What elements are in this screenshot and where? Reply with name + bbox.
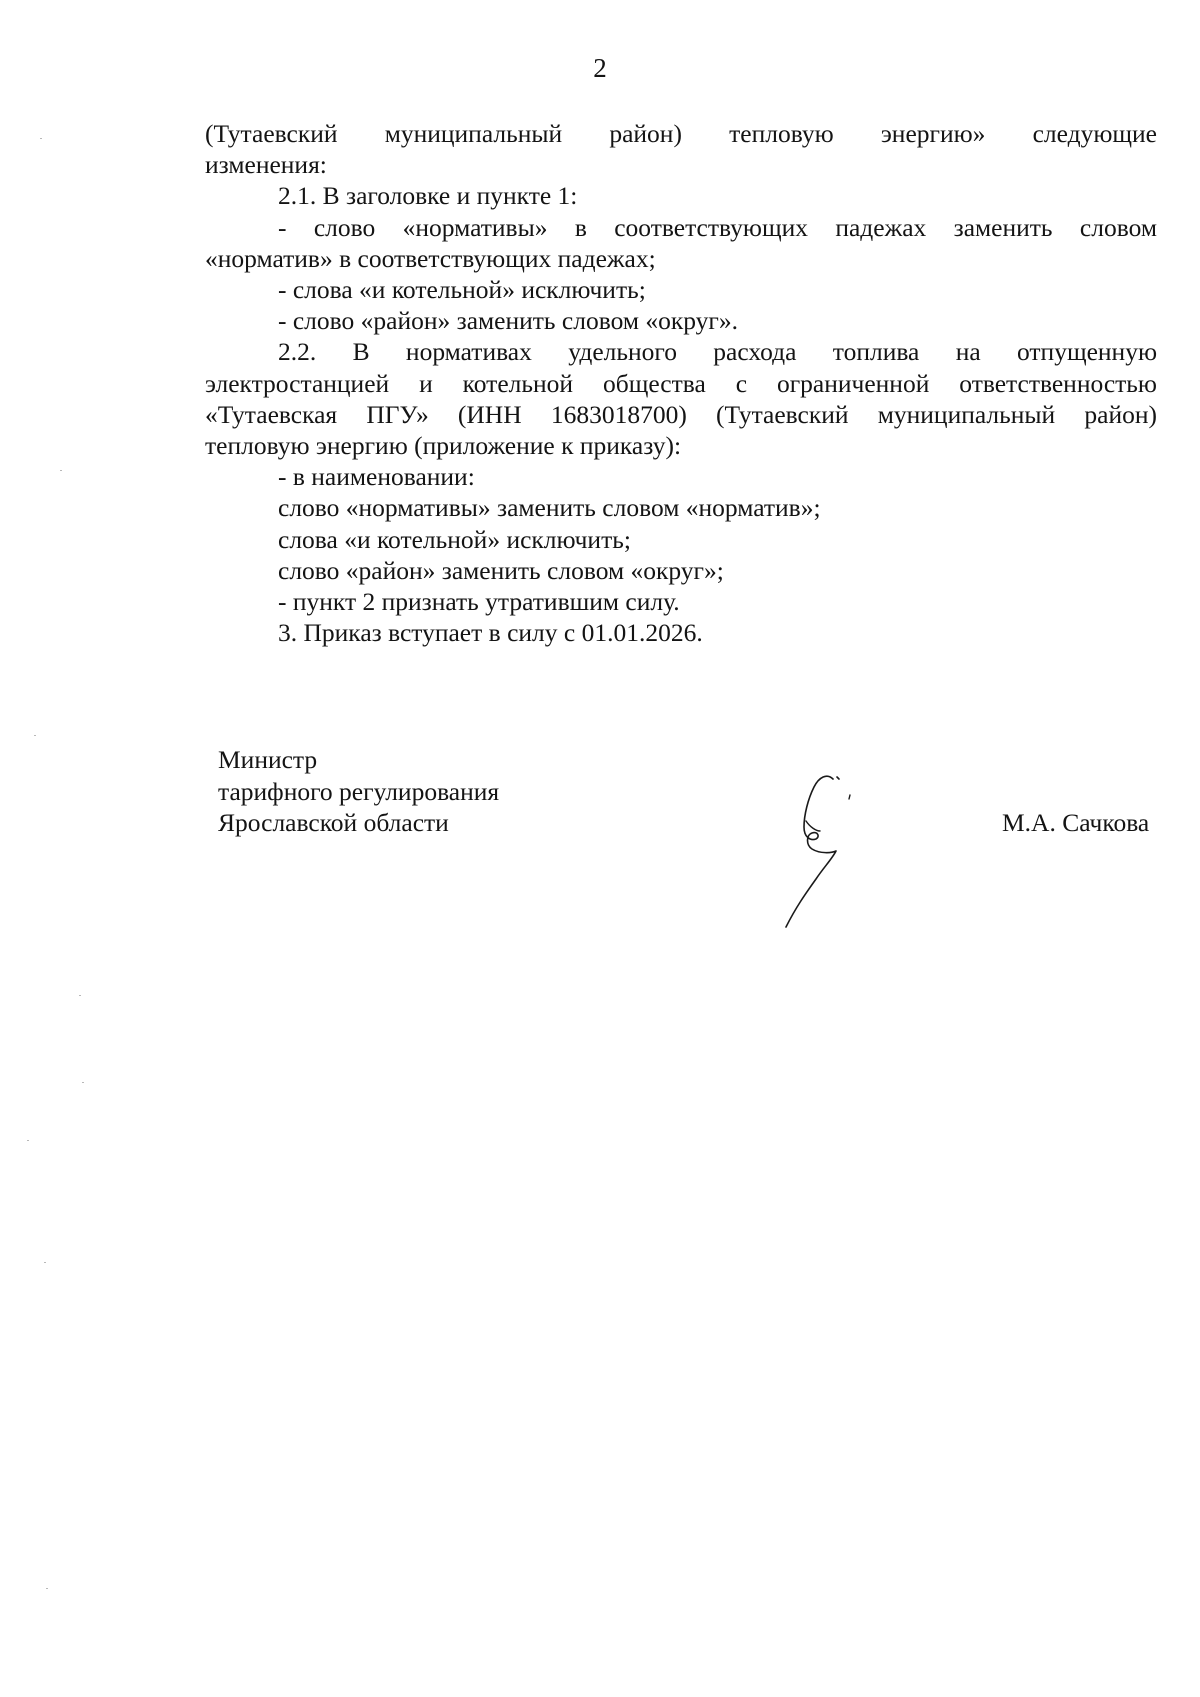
scan-speck xyxy=(46,1588,48,1589)
body-line: слово «район» заменить словом «округ»; xyxy=(278,555,724,585)
body-line: - пункт 2 признать утратившим силу. xyxy=(278,587,680,617)
body-line: - в наименовании: xyxy=(278,462,475,492)
scan-speck xyxy=(79,995,81,996)
body-line: (Тутаевский муниципальный район) тепловую энергию» следующие xyxy=(205,119,1157,148)
body-line: «норматив» в соответствующих падежах; xyxy=(205,243,656,273)
signature-stroke xyxy=(806,821,820,831)
handwritten-signature xyxy=(770,755,890,935)
body-line: - слово «район» заменить словом «округ». xyxy=(278,306,738,336)
scan-speck xyxy=(82,1082,84,1083)
body-line: электростанцией и котельной общества с ограниченной ответственностью xyxy=(205,368,1157,398)
body-line: - слово «нормативы» в соответствующих падежах заменить словом xyxy=(278,212,1157,242)
scan-speck xyxy=(34,735,36,736)
scan-speck xyxy=(27,1140,29,1141)
page-number: 2 xyxy=(593,53,607,83)
scan-speck xyxy=(44,1262,46,1263)
body-line: 2.1. В заголовке и пункте 1: xyxy=(278,181,578,211)
body-line: изменения: xyxy=(205,150,327,180)
body-line: 2.2. В нормативах удельного расхода топлива на отпущенную xyxy=(278,337,1157,367)
scan-speck xyxy=(60,470,62,471)
signature-stroke xyxy=(837,777,839,779)
signature-stroke xyxy=(786,776,836,927)
body-line: «Тутаевская ПГУ» (ИНН 1683018700) (Тутаевский муниципальный район) xyxy=(205,399,1157,429)
body-line: тепловую энергию (приложение к приказу): xyxy=(205,431,682,461)
position-line: Министр xyxy=(218,745,318,774)
signatory-position xyxy=(218,744,499,839)
body-line: - слова «и котельной» исключить; xyxy=(278,275,646,305)
document-body xyxy=(205,118,1157,648)
signatory-name: М.А. Сачкова xyxy=(1002,808,1150,837)
body-line: 3. Приказ вступает в силу с 01.01.2026. xyxy=(278,618,703,648)
body-line: слово «нормативы» заменить словом «норматив»; xyxy=(278,493,821,523)
scan-speck xyxy=(40,138,42,139)
signature-stroke xyxy=(849,795,850,799)
body-line: слова «и котельной» исключить; xyxy=(278,524,631,554)
position-line: Ярославской области xyxy=(218,808,449,837)
position-line: тарифного регулирования xyxy=(218,776,500,806)
